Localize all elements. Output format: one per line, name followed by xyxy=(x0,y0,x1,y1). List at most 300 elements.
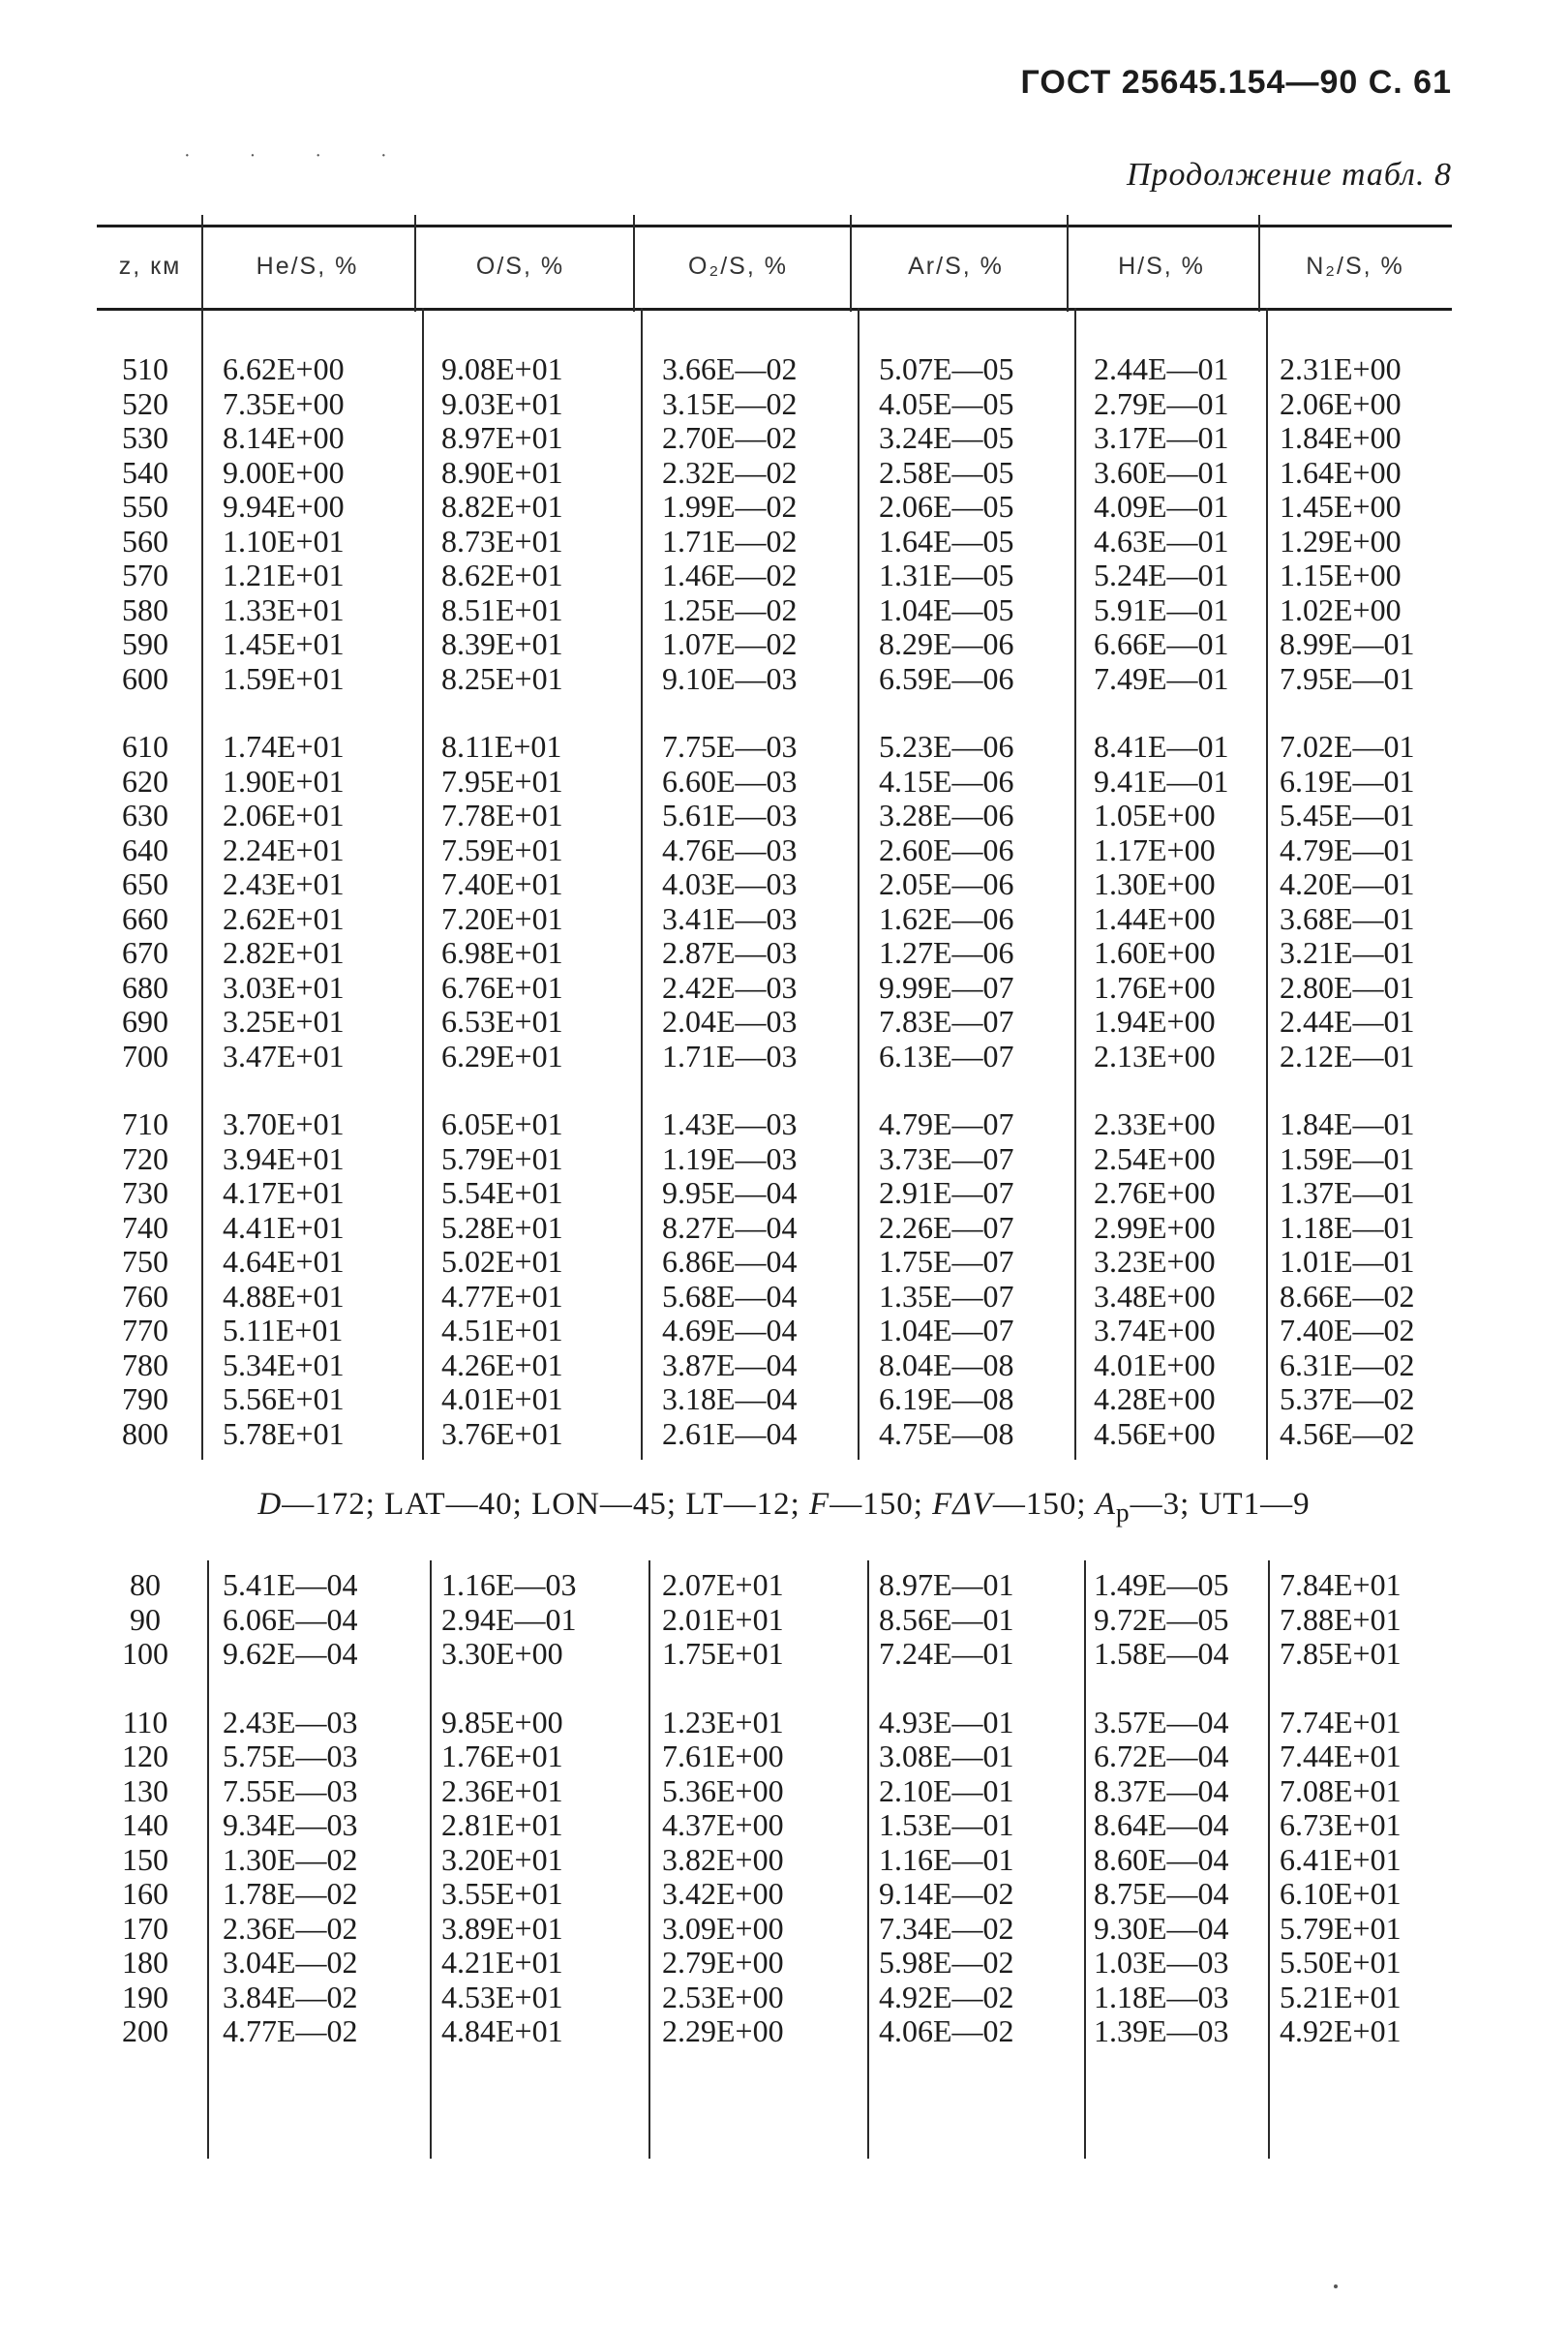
cell-o2: 1.71E—02 xyxy=(662,523,798,559)
cell-z: 720 xyxy=(122,1140,168,1176)
cell-n2: 1.01E—01 xyxy=(1280,1244,1415,1279)
cell-o2: 3.87E—04 xyxy=(662,1346,798,1382)
cell-z: 150 xyxy=(122,1841,168,1877)
cell-he: 5.11E+01 xyxy=(223,1313,344,1347)
cell-o2: 1.46E—02 xyxy=(662,558,798,592)
cell-z: 120 xyxy=(122,1739,168,1773)
cell-o: 7.20E+01 xyxy=(441,900,563,936)
param-fav-value: —150; xyxy=(992,1487,1096,1522)
cell-o: 8.51E+01 xyxy=(441,591,563,627)
cell-n2: 5.79E+01 xyxy=(1280,1910,1402,1946)
cell-o: 4.21E+01 xyxy=(441,1945,563,1980)
cell-o2: 9.10E—03 xyxy=(662,660,798,696)
cell-he: 9.62E—04 xyxy=(223,1636,358,1671)
cell-n2: 1.37E—01 xyxy=(1280,1175,1415,1210)
cell-h: 5.91E—01 xyxy=(1094,591,1229,627)
cell-ar: 1.35E—07 xyxy=(879,1278,1014,1314)
cell-ar: 8.29E—06 xyxy=(879,626,1014,661)
cell-z: 200 xyxy=(122,2013,168,2048)
cell-he: 1.21E+01 xyxy=(223,558,345,592)
param-ap-subscript: p xyxy=(1115,1497,1131,1527)
cell-z: 680 xyxy=(122,969,168,1005)
cell-h: 3.60E—01 xyxy=(1094,454,1229,490)
header-separator xyxy=(414,215,416,312)
col-header-o2: O₂/S, % xyxy=(688,252,788,280)
cell-he: 1.33E+01 xyxy=(223,591,345,627)
cell-h: 1.05E+00 xyxy=(1094,798,1216,832)
cell-he: 4.41E+01 xyxy=(223,1209,345,1245)
cell-z: 580 xyxy=(122,591,168,627)
cell-he: 2.06E+01 xyxy=(223,798,345,832)
cell-o2: 9.95E—04 xyxy=(662,1175,798,1210)
cell-z: 770 xyxy=(122,1313,168,1347)
cell-n2: 6.10E+01 xyxy=(1280,1876,1402,1911)
table-row xyxy=(97,1245,1452,1279)
cell-ar: 1.04E—07 xyxy=(879,1313,1014,1347)
cell-o: 6.98E+01 xyxy=(441,935,563,970)
table-row xyxy=(97,1843,1452,1877)
cell-z: 740 xyxy=(122,1209,168,1245)
cell-o2: 1.25E—02 xyxy=(662,591,798,627)
cell-z: 540 xyxy=(122,454,168,490)
cell-ar: 2.05E—06 xyxy=(879,866,1014,901)
table-row xyxy=(97,559,1452,592)
table-row xyxy=(97,799,1452,832)
cell-o2: 3.09E+00 xyxy=(662,1910,784,1946)
cell-he: 3.94E+01 xyxy=(223,1140,345,1176)
cell-he: 3.70E+01 xyxy=(223,1106,345,1141)
cell-n2: 8.99E—01 xyxy=(1280,626,1415,661)
cell-h: 1.18E—03 xyxy=(1094,1979,1229,2014)
col-header-h: H/S, % xyxy=(1118,252,1205,280)
cell-n2: 7.95E—01 xyxy=(1280,660,1415,696)
cell-o2: 5.36E+00 xyxy=(662,1772,784,1808)
header-separator xyxy=(1067,215,1069,312)
cell-h: 2.44E—01 xyxy=(1094,351,1229,386)
cell-ar: 5.23E—06 xyxy=(879,729,1014,764)
cell-h: 3.48E+00 xyxy=(1094,1278,1216,1314)
cell-o2: 3.66E—02 xyxy=(662,351,798,386)
cell-he: 3.04E—02 xyxy=(223,1945,358,1980)
table-row xyxy=(97,1808,1452,1842)
cell-o: 4.51E+01 xyxy=(441,1313,563,1347)
cell-h: 1.60E+00 xyxy=(1094,935,1216,970)
table-row xyxy=(97,1946,1452,1980)
cell-o: 8.90E+01 xyxy=(441,454,563,490)
table-row xyxy=(97,593,1452,627)
cell-o2: 7.75E—03 xyxy=(662,729,798,764)
cell-he: 3.47E+01 xyxy=(223,1038,345,1074)
cell-h: 2.54E+00 xyxy=(1094,1140,1216,1176)
cell-n2: 6.31E—02 xyxy=(1280,1346,1415,1382)
cell-ar: 9.14E—02 xyxy=(879,1876,1014,1911)
cell-o2: 4.03E—03 xyxy=(662,866,798,901)
cell-h: 4.09E—01 xyxy=(1094,489,1229,524)
table-row xyxy=(97,730,1452,764)
table-row xyxy=(97,765,1452,799)
table-row xyxy=(97,421,1452,455)
table-row xyxy=(97,627,1452,661)
cell-h: 1.03E—03 xyxy=(1094,1945,1229,1980)
cell-o2: 2.61E—04 xyxy=(662,1415,798,1451)
table-header-row xyxy=(97,227,1452,306)
cell-n2: 2.12E—01 xyxy=(1280,1038,1415,1074)
cell-n2: 7.02E—01 xyxy=(1280,729,1415,764)
param-d-value: —172; LAT—40; LON—45; LT—12; xyxy=(282,1487,810,1522)
cell-ar: 2.06E—05 xyxy=(879,489,1014,524)
cell-he: 1.78E—02 xyxy=(223,1876,358,1911)
cell-o: 4.26E+01 xyxy=(441,1346,563,1382)
cell-h: 3.57E—04 xyxy=(1094,1704,1229,1739)
cell-z: 110 xyxy=(122,1704,168,1739)
cell-n2: 7.88E+01 xyxy=(1280,1601,1402,1637)
cell-o2: 1.75E+01 xyxy=(662,1636,784,1671)
param-d-symbol: D xyxy=(257,1487,283,1522)
cell-z: 530 xyxy=(122,420,168,455)
cell-o2: 4.76E—03 xyxy=(662,832,798,867)
table-row xyxy=(97,1348,1452,1382)
cell-z: 90 xyxy=(130,1601,161,1637)
cell-o2: 3.18E—04 xyxy=(662,1381,798,1416)
cell-z: 640 xyxy=(122,832,168,867)
cell-h: 1.17E+00 xyxy=(1094,832,1216,867)
cell-he: 6.62E+00 xyxy=(223,351,345,386)
cell-ar: 2.10E—01 xyxy=(879,1772,1014,1808)
cell-o2: 6.60E—03 xyxy=(662,763,798,799)
col-header-ar: Ar/S, % xyxy=(908,252,1004,280)
table-row xyxy=(97,1637,1452,1671)
cell-n2: 7.08E+01 xyxy=(1280,1772,1402,1808)
cell-o: 8.73E+01 xyxy=(441,523,563,559)
table-row xyxy=(97,2014,1452,2048)
cell-o: 8.97E+01 xyxy=(441,420,563,455)
cell-h: 2.33E+00 xyxy=(1094,1106,1216,1141)
cell-o: 7.95E+01 xyxy=(441,763,563,799)
cell-ar: 5.07E—05 xyxy=(879,351,1014,386)
cell-n2: 1.02E+00 xyxy=(1280,591,1402,627)
cell-he: 5.34E+01 xyxy=(223,1346,345,1382)
cell-o2: 2.07E+01 xyxy=(662,1567,784,1602)
cell-n2: 6.19E—01 xyxy=(1280,763,1415,799)
table-row xyxy=(97,1568,1452,1602)
cell-h: 4.63E—01 xyxy=(1094,523,1229,559)
cell-he: 2.43E—03 xyxy=(223,1704,358,1739)
cell-h: 6.66E—01 xyxy=(1094,626,1229,661)
cell-o2: 1.99E—02 xyxy=(662,489,798,524)
cell-z: 760 xyxy=(122,1278,168,1314)
cell-o: 3.76E+01 xyxy=(441,1415,563,1451)
cell-o2: 1.07E—02 xyxy=(662,626,798,661)
cell-ar: 4.79E—07 xyxy=(879,1106,1014,1141)
cell-o: 9.85E+00 xyxy=(441,1704,563,1739)
cell-ar: 1.04E—05 xyxy=(879,591,1014,627)
scan-speck xyxy=(1334,2284,1338,2288)
cell-o2: 2.29E+00 xyxy=(662,2013,784,2048)
cell-o: 7.78E+01 xyxy=(441,798,563,832)
cell-o2: 1.19E—03 xyxy=(662,1140,798,1176)
cell-o2: 2.42E—03 xyxy=(662,969,798,1005)
cell-o: 5.28E+01 xyxy=(441,1209,563,1245)
cell-he: 9.34E—03 xyxy=(223,1807,358,1842)
cell-o: 1.76E+01 xyxy=(441,1739,563,1773)
table-row xyxy=(97,662,1452,696)
parameter-line xyxy=(0,1487,1568,1528)
cell-z: 140 xyxy=(122,1807,168,1842)
cell-ar: 1.53E—01 xyxy=(879,1807,1014,1842)
cell-o: 2.81E+01 xyxy=(441,1807,563,1842)
table-row xyxy=(97,1280,1452,1314)
table-row xyxy=(97,1417,1452,1451)
cell-z: 510 xyxy=(122,351,168,386)
table-row xyxy=(97,902,1452,936)
cell-he: 3.25E+01 xyxy=(223,1004,345,1039)
cell-o: 8.62E+01 xyxy=(441,558,563,592)
cell-ar: 8.97E—01 xyxy=(879,1567,1014,1602)
param-f-symbol: F xyxy=(809,1487,830,1522)
cell-z: 80 xyxy=(130,1567,161,1602)
col-header-he: He/S, % xyxy=(256,252,359,280)
table-row xyxy=(97,1176,1452,1210)
cell-n2: 7.40E—02 xyxy=(1280,1313,1415,1347)
cell-z: 600 xyxy=(122,660,168,696)
cell-ar: 8.56E—01 xyxy=(879,1601,1014,1637)
cell-h: 1.30E+00 xyxy=(1094,866,1216,901)
cell-o2: 2.01E+01 xyxy=(662,1601,784,1637)
cell-h: 1.49E—05 xyxy=(1094,1567,1229,1602)
cell-ar: 6.13E—07 xyxy=(879,1038,1014,1074)
cell-o2: 2.70E—02 xyxy=(662,420,798,455)
cell-ar: 1.64E—05 xyxy=(879,523,1014,559)
cell-o: 9.08E+01 xyxy=(441,351,563,386)
cell-o: 6.05E+01 xyxy=(441,1106,563,1141)
table-row xyxy=(97,1981,1452,2014)
cell-o2: 4.69E—04 xyxy=(662,1313,798,1347)
header-separator xyxy=(1258,215,1260,312)
cell-o: 7.40E+01 xyxy=(441,866,563,901)
cell-z: 790 xyxy=(122,1381,168,1416)
cell-he: 3.03E+01 xyxy=(223,969,345,1005)
cell-o: 8.11E+01 xyxy=(441,729,562,764)
cell-n2: 7.74E+01 xyxy=(1280,1704,1402,1739)
cell-z: 560 xyxy=(122,523,168,559)
cell-he: 4.77E—02 xyxy=(223,2013,358,2048)
table-row xyxy=(97,1912,1452,1946)
cell-ar: 1.16E—01 xyxy=(879,1841,1014,1877)
cell-ar: 1.31E—05 xyxy=(879,558,1014,592)
cell-n2: 7.85E+01 xyxy=(1280,1636,1402,1671)
cell-he: 7.35E+00 xyxy=(223,385,345,421)
cell-z: 160 xyxy=(122,1876,168,1911)
cell-o: 8.39E+01 xyxy=(441,626,563,661)
cell-n2: 4.20E—01 xyxy=(1280,866,1415,901)
cell-h: 1.58E—04 xyxy=(1094,1636,1229,1671)
table-row xyxy=(97,490,1452,524)
cell-z: 660 xyxy=(122,900,168,936)
cell-o: 4.77E+01 xyxy=(441,1278,563,1314)
cell-he: 4.88E+01 xyxy=(223,1278,345,1314)
cell-o: 6.29E+01 xyxy=(441,1038,563,1074)
cell-o: 7.59E+01 xyxy=(441,832,563,867)
table-row xyxy=(97,1142,1452,1176)
cell-ar: 1.27E—06 xyxy=(879,935,1014,970)
cell-n2: 5.50E+01 xyxy=(1280,1945,1402,1980)
cell-n2: 2.44E—01 xyxy=(1280,1004,1415,1039)
cell-o2: 2.87E—03 xyxy=(662,935,798,970)
cell-ar: 4.75E—08 xyxy=(879,1415,1014,1451)
cell-he: 2.43E+01 xyxy=(223,866,345,901)
cell-o2: 3.82E+00 xyxy=(662,1841,784,1877)
cell-he: 1.74E+01 xyxy=(223,729,345,764)
cell-o2: 1.23E+01 xyxy=(662,1704,784,1739)
cell-o: 5.02E+01 xyxy=(441,1244,563,1279)
cell-he: 5.78E+01 xyxy=(223,1415,345,1451)
cell-he: 1.59E+01 xyxy=(223,660,345,696)
col-header-n2: N₂/S, % xyxy=(1306,252,1404,280)
cell-he: 5.75E—03 xyxy=(223,1739,358,1773)
cell-z: 550 xyxy=(122,489,168,524)
param-ap-value: —3; UT1—9 xyxy=(1130,1487,1311,1522)
table-header-rule xyxy=(97,308,1452,311)
cell-h: 8.41E—01 xyxy=(1094,729,1229,764)
table-row xyxy=(97,456,1452,490)
cell-h: 4.56E+00 xyxy=(1094,1415,1216,1451)
cell-ar: 7.24E—01 xyxy=(879,1636,1014,1671)
cell-o2: 2.04E—03 xyxy=(662,1004,798,1039)
cell-n2: 1.64E+00 xyxy=(1280,454,1402,490)
cell-h: 5.24E—01 xyxy=(1094,558,1229,592)
cell-he: 9.94E+00 xyxy=(223,489,345,524)
cell-z: 670 xyxy=(122,935,168,970)
cell-n2: 2.80E—01 xyxy=(1280,969,1415,1005)
cell-n2: 1.45E+00 xyxy=(1280,489,1402,524)
cell-z: 170 xyxy=(122,1910,168,1946)
table-row xyxy=(97,1107,1452,1141)
cell-o2: 5.61E—03 xyxy=(662,798,798,832)
cell-h: 1.44E+00 xyxy=(1094,900,1216,936)
cell-z: 690 xyxy=(122,1004,168,1039)
cell-o2: 6.86E—04 xyxy=(662,1244,798,1279)
cell-ar: 3.24E—05 xyxy=(879,420,1014,455)
cell-ar: 4.06E—02 xyxy=(879,2013,1014,2048)
cell-he: 8.14E+00 xyxy=(223,420,345,455)
cell-n2: 8.66E—02 xyxy=(1280,1278,1415,1314)
cell-he: 4.17E+01 xyxy=(223,1175,345,1210)
cell-h: 8.64E—04 xyxy=(1094,1807,1229,1842)
cell-o: 8.82E+01 xyxy=(441,489,563,524)
table-row xyxy=(97,1774,1452,1808)
cell-he: 7.55E—03 xyxy=(223,1772,358,1808)
header-separator xyxy=(850,215,852,312)
header-separator xyxy=(201,215,203,312)
table-row xyxy=(97,352,1452,386)
table-row xyxy=(97,1005,1452,1039)
cell-n2: 4.79E—01 xyxy=(1280,832,1415,867)
cell-o: 2.94E—01 xyxy=(441,1601,577,1637)
cell-he: 3.84E—02 xyxy=(223,1979,358,2014)
cell-ar: 3.28E—06 xyxy=(879,798,1014,832)
cell-h: 3.23E+00 xyxy=(1094,1244,1216,1279)
cell-ar: 2.58E—05 xyxy=(879,454,1014,490)
cell-h: 4.01E+00 xyxy=(1094,1346,1216,1382)
cell-n2: 5.37E—02 xyxy=(1280,1381,1415,1416)
cell-n2: 7.44E+01 xyxy=(1280,1739,1402,1773)
cell-h: 6.72E—04 xyxy=(1094,1739,1229,1773)
cell-z: 180 xyxy=(122,1945,168,1980)
cell-o2: 8.27E—04 xyxy=(662,1209,798,1245)
cell-h: 4.28E+00 xyxy=(1094,1381,1216,1416)
cell-he: 2.36E—02 xyxy=(223,1910,358,1946)
cell-o: 1.16E—03 xyxy=(441,1567,577,1602)
cell-z: 710 xyxy=(122,1106,168,1141)
table-row xyxy=(97,1382,1452,1416)
cell-z: 610 xyxy=(122,729,168,764)
cell-z: 750 xyxy=(122,1244,168,1279)
cell-he: 9.00E+00 xyxy=(223,454,345,490)
table-row xyxy=(97,936,1452,970)
cell-ar: 6.59E—06 xyxy=(879,660,1014,696)
cell-ar: 4.92E—02 xyxy=(879,1979,1014,2014)
cell-ar: 4.05E—05 xyxy=(879,385,1014,421)
cell-n2: 3.68E—01 xyxy=(1280,900,1415,936)
cell-n2: 1.84E—01 xyxy=(1280,1106,1415,1141)
cell-ar: 8.04E—08 xyxy=(879,1346,1014,1382)
cell-o2: 5.68E—04 xyxy=(662,1278,798,1314)
cell-o: 3.30E+00 xyxy=(441,1636,563,1671)
cell-h: 2.99E+00 xyxy=(1094,1209,1216,1245)
cell-h: 1.39E—03 xyxy=(1094,2013,1229,2048)
cell-he: 5.56E+01 xyxy=(223,1381,345,1416)
cell-h: 1.76E+00 xyxy=(1094,969,1216,1005)
cell-o: 4.84E+01 xyxy=(441,2013,563,2048)
cell-z: 620 xyxy=(122,763,168,799)
cell-o2: 2.79E+00 xyxy=(662,1945,784,1980)
table-row xyxy=(97,525,1452,559)
cell-he: 5.41E—04 xyxy=(223,1567,358,1602)
cell-z: 520 xyxy=(122,385,168,421)
cell-o2: 2.53E+00 xyxy=(662,1979,784,2014)
param-f-value: —150; xyxy=(829,1487,933,1522)
cell-n2: 6.41E+01 xyxy=(1280,1841,1402,1877)
cell-ar: 6.19E—08 xyxy=(879,1381,1014,1416)
cell-h: 3.74E+00 xyxy=(1094,1313,1216,1347)
cell-z: 630 xyxy=(122,798,168,832)
table-row xyxy=(97,867,1452,901)
table-row xyxy=(97,971,1452,1005)
cell-n2: 1.18E—01 xyxy=(1280,1209,1415,1245)
cell-o: 6.76E+01 xyxy=(441,969,563,1005)
cell-he: 6.06E—04 xyxy=(223,1601,358,1637)
cell-ar: 4.93E—01 xyxy=(879,1704,1014,1739)
cell-he: 2.62E+01 xyxy=(223,900,345,936)
table-row xyxy=(97,1706,1452,1739)
cell-o: 5.79E+01 xyxy=(441,1140,563,1176)
page-header: ГОСТ 25645.154—90 С. 61 xyxy=(1020,64,1452,101)
cell-h: 8.60E—04 xyxy=(1094,1841,1229,1877)
cell-o2: 2.32E—02 xyxy=(662,454,798,490)
table-row xyxy=(97,1877,1452,1911)
cell-ar: 2.91E—07 xyxy=(879,1175,1014,1210)
table-row xyxy=(97,1603,1452,1637)
cell-ar: 1.75E—07 xyxy=(879,1244,1014,1279)
cell-z: 100 xyxy=(122,1636,168,1671)
cell-n2: 4.56E—02 xyxy=(1280,1415,1415,1451)
cell-he: 1.30E—02 xyxy=(223,1841,358,1877)
table-row xyxy=(97,1040,1452,1074)
cell-o: 4.53E+01 xyxy=(441,1979,563,2014)
cell-n2: 1.59E—01 xyxy=(1280,1140,1415,1176)
cell-he: 1.10E+01 xyxy=(223,523,345,559)
cell-o2: 4.37E+00 xyxy=(662,1807,784,1842)
